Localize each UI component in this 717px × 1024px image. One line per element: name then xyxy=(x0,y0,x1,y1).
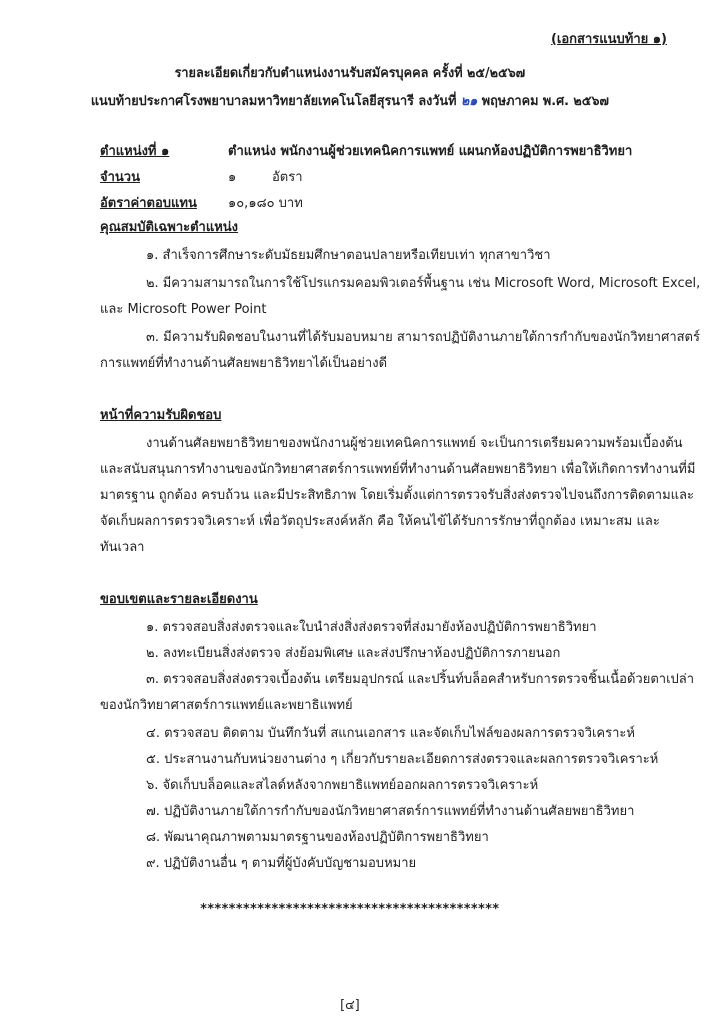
responsibilities-heading: หน้าที่ความรับผิดชอบ xyxy=(100,408,222,423)
responsibilities-line-5: ทันเวลา xyxy=(100,540,145,555)
count-number: ๑ xyxy=(228,170,237,185)
page-number: [๔] xyxy=(340,998,360,1013)
responsibilities-line-2: และสนับสนุนการทำงานของนักวิทยาศาสตร์การแพทย์ที่ทำงานด้านศัลยพยาธิวิทยา เพื่อให้เกิดการทำงานที่มี xyxy=(100,462,696,477)
qualification-item-3-cont: การแพทย์ที่ทำงานด้านศัลยพยาธิวิทยาได้เป็นอย่างดี xyxy=(100,356,388,371)
salary-label: อัตราค่าตอบแทน xyxy=(100,196,197,211)
document-subtitle xyxy=(0,90,700,111)
qualification-item-1: ๑. สำเร็จการศึกษาระดับมัธยมศึกษาตอนปลายหรือเทียบเท่า ทุกสาขาวิชา xyxy=(146,248,551,263)
salary-value: ๑๐,๑๘๐ บาท xyxy=(228,196,303,211)
position-label: ตำแหน่งที่ ๑ xyxy=(100,144,170,159)
subtitle-prefix: แนบท้ายประกาศโรงพยาบาลมหาวิทยาลัยเทคโนโลยีสุรนารี ลงวันที่ xyxy=(90,94,457,109)
responsibilities-line-1: งานด้านศัลยพยาธิวิทยาของพนักงานผู้ช่วยเทคนิคการแพทย์ จะเป็นการเตรียมความพร้อมเบื้องต้น xyxy=(146,436,683,451)
attachment-label: (เอกสารแนบท้าย ๑) xyxy=(550,32,667,47)
subtitle-suffix: พฤษภาคม พ.ศ. ๒๕๖๗ xyxy=(481,94,609,109)
responsibilities-line-4: จัดเก็บผลการตรวจวิเคราะห์ เพื่อวัตถุประสงค์หลัก คือ ให้คนไข้ได้รับการรักษาที่ถูกต้อง เหมาะสม และ xyxy=(100,514,660,529)
separator-stars: ****************************************** xyxy=(200,902,500,917)
count-unit: อัตรา xyxy=(272,170,303,185)
scope-item-6: ๖. จัดเก็บบล็อคและสไลด์หลังจากพยาธิแพทย์ออกผลการตรวจวิเคราะห์ xyxy=(146,778,539,793)
qualification-item-2-cont: และ Microsoft Power Point xyxy=(100,302,267,317)
scope-item-3-cont: ของนักวิทยาศาสตร์การแพทย์และพยาธิแพทย์ xyxy=(100,698,353,713)
scope-item-2: ๒. ลงทะเบียนสิ่งส่งตรวจ ส่งย้อมพิเศษ และส่งปรึกษาห้องปฏิบัติการภายนอก xyxy=(146,646,561,661)
document-title: รายละเอียดเกี่ยวกับตำแหน่งงานรับสมัครบุคคล ครั้งที่ ๒๕/๒๕๖๗ xyxy=(174,66,526,81)
qualification-item-3: ๓. มีความรับผิดชอบในงานที่ได้รับมอบหมาย สามารถปฏิบัติงานภายใต้การกำกับของนักวิทยาศาสตร์ xyxy=(146,330,700,345)
qualifications-heading: คุณสมบัติเฉพาะตำแหน่ง xyxy=(100,220,239,235)
scope-heading: ขอบเขตและรายละเอียดงาน xyxy=(100,592,258,607)
scope-item-9: ๙. ปฏิบัติงานอื่น ๆ ตามที่ผู้บังคับบัญชามอบหมาย xyxy=(146,856,417,871)
scope-item-5: ๕. ประสานงานกับหน่วยงานต่าง ๆ เกี่ยวกับรายละเอียดการส่งตรวจและผลการตรวจวิเคราะห์ xyxy=(146,752,659,767)
scope-item-7: ๗. ปฏิบัติงานภายใต้การกำกับของนักวิทยาศาสตร์การแพทย์ที่ทำงานด้านศัลยพยาธิวิทยา xyxy=(146,804,635,819)
position-value: ตำแหน่ง พนักงานผู้ช่วยเทคนิคการแพทย์ แผนกห้องปฏิบัติการพยาธิวิทยา xyxy=(228,144,633,159)
count-label: จำนวน xyxy=(100,170,140,185)
scope-item-1: ๑. ตรวจสอบสิ่งส่งตรวจและใบนำส่งสิ่งส่งตรวจที่ส่งมายังห้องปฏิบัติการพยาธิวิทยา xyxy=(146,620,597,635)
responsibilities-line-3: มาตรฐาน ถูกต้อง ครบถ้วน และมีประสิทธิภาพ โดยเริ่มตั้งแต่การตรวจรับสิ่งส่งตรวจไปจนถึงการติดตามและ xyxy=(100,488,694,503)
scope-item-8: ๘. พัฒนาคุณภาพตามมาตรฐานของห้องปฏิบัติการพยาธิวิทยา xyxy=(146,830,489,845)
scope-item-4: ๔. ตรวจสอบ ติดตาม บันทึกวันที่ สแกนเอกสาร และจัดเก็บไฟล์ของผลการตรวจวิเคราะห์ xyxy=(146,726,635,741)
handwritten-date: ๒๑ xyxy=(460,94,478,109)
scope-item-3: ๓. ตรวจสอบสิ่งส่งตรวจเบื้องต้น เตรียมอุปกรณ์ และปริ้นท์บล็อคสำหรับการตรวจชิ้นเนื้อด้วยตาเปล่า xyxy=(146,672,695,687)
qualification-item-2: ๒. มีความสามารถในการใช้โปรแกรมคอมพิวเตอร์พื้นฐาน เช่น Microsoft Word, Microsoft Excel, xyxy=(146,276,701,291)
